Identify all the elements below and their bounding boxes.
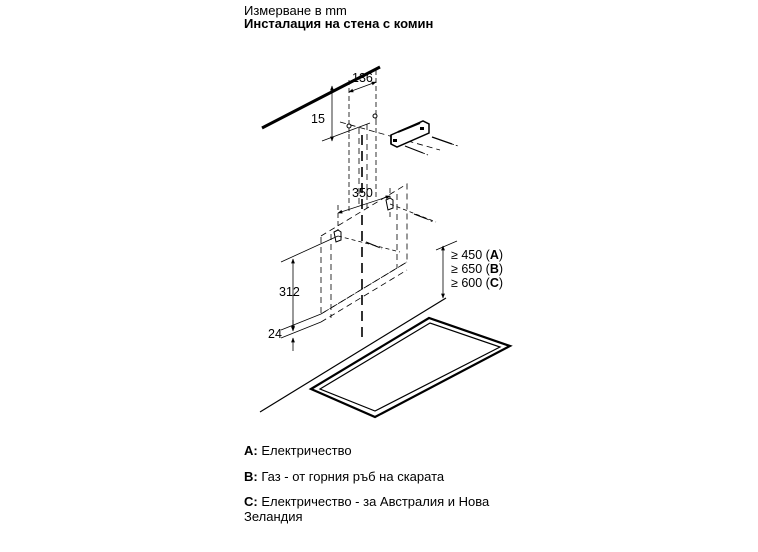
dim-136-label: 136 [352, 71, 373, 85]
measurement-unit-label: Измерване в mm [244, 3, 347, 18]
legend-text-b: Газ - от горния ръб на скарата [261, 469, 445, 484]
dimension-136 [349, 70, 376, 134]
legend-key-c: C: [244, 494, 258, 509]
clearance-b: ≥ 650 (B) [451, 262, 504, 276]
dim-312-label: 312 [279, 285, 300, 299]
legend-text-a: Електричество [261, 443, 352, 458]
ceiling-bracket [391, 121, 429, 147]
dimension-312 [279, 236, 338, 330]
duct-outline [340, 120, 440, 338]
dimension-15 [311, 86, 370, 141]
legend-item-c [244, 494, 544, 524]
legend-key-a: A: [244, 443, 258, 458]
clearance-labels [451, 248, 503, 290]
dim-24-label: 24 [268, 327, 282, 341]
legend-text-c: Електричество - за Австралия и Нова Зеландия [244, 494, 490, 524]
cooktop [260, 298, 510, 417]
dim-350-label: 350 [352, 186, 373, 200]
clearance-a: ≥ 450 (A) [451, 248, 504, 262]
dim-15-label: 15 [311, 112, 325, 126]
clearance-c: ≥ 600 (C) [451, 276, 504, 290]
wall-screws [366, 214, 433, 249]
installation-title: Инсталация на стена с комин [244, 16, 434, 31]
dimension-350 [338, 186, 390, 236]
legend-item-b [244, 469, 444, 484]
legend-item-a [244, 443, 352, 458]
legend-key-b: B: [244, 469, 258, 484]
